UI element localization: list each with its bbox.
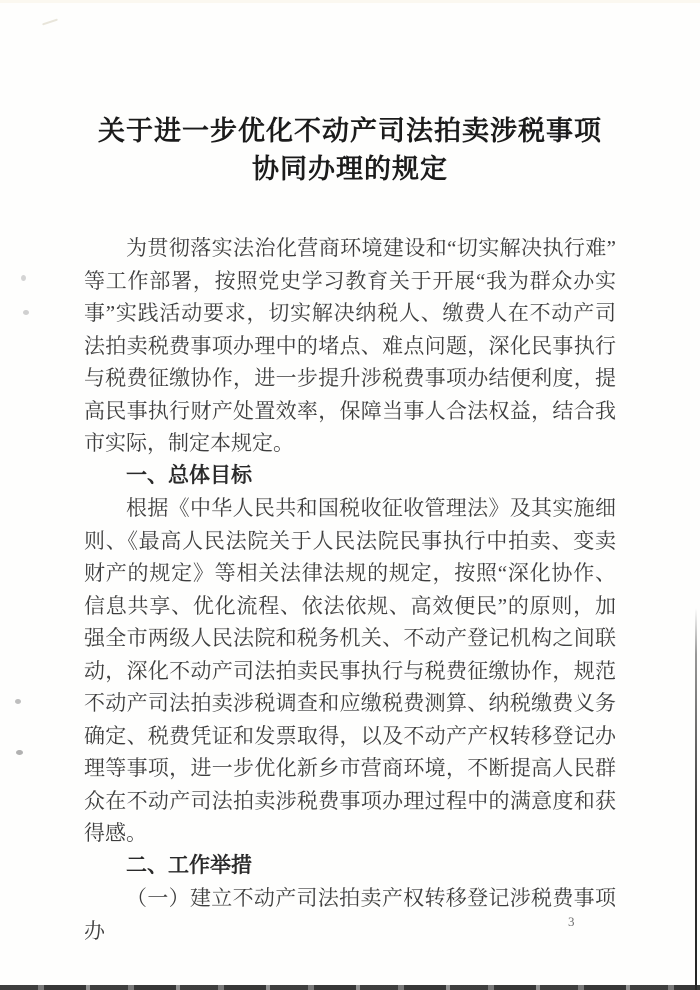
- scan-edge-line-right: [695, 608, 697, 990]
- document-title: [84, 112, 616, 188]
- scan-speck-left-2: [23, 310, 29, 315]
- section-heading-overall-goal: 一、总体目标: [126, 463, 252, 487]
- paragraph-preamble: 为贯彻落实法治化营商环境建设和“切实解决执行难”等工作部署，按照党史学习教育关于开展“我为群众办实事”实践活动要求，切实解决纳税人、缴费人在不动产司法拍卖税费事项办理中的堵点、难点问题，深化民事执行与税费征缴协作，进一步提升涉税费事项办结便利度，提高民事执行财产处置效率，保障当事人合法权益，结合我市实际，制定本规定。: [84, 236, 616, 455]
- section-heading-work-measures: 二、工作举措: [126, 853, 252, 877]
- page-number: 3: [568, 914, 575, 929]
- scan-speck-left-3: [15, 699, 21, 704]
- scan-speck-left-4: [16, 750, 23, 755]
- scan-corner-mark: [42, 19, 58, 26]
- scan-edge-top-tint: [0, 0, 700, 3]
- document-content: [84, 112, 616, 947]
- paragraph-overall-goal: 根据《中华人民共和国税收征收管理法》及其实施细则、《最高人民法院关于人民法院民事执行中拍卖、变卖财产的规定》等相关法律法规的规定，按照“深化协作、信息共享、优化流程、依法依规、高效便民”的原则，加强全市两级人民法院和税务机关、不动产登记机构之间联动，深化不动产司法拍卖民事执行与税费征缴协作，规范不动产司法拍卖涉税调查和应缴税费测算、纳税缴费义务确定、税费凭证和发票取得，以及不动产产权转移登记办理等事项，进一步优化新乡市营商环境，不断提高人民群众在不动产司法拍卖涉税费事项办理过程中的满意度和获得感。: [84, 496, 616, 845]
- paragraph-work-measure-item1: （一）建立不动产司法拍卖产权转移登记涉税费事项办: [84, 886, 616, 943]
- document-title-line2: 协同办理的规定: [252, 154, 448, 184]
- scan-speck-left-1: [21, 275, 26, 281]
- document-title-line1: 关于进一步优化不动产司法拍卖涉税事项: [98, 116, 602, 146]
- scan-edge-line-bottom: [0, 985, 700, 990]
